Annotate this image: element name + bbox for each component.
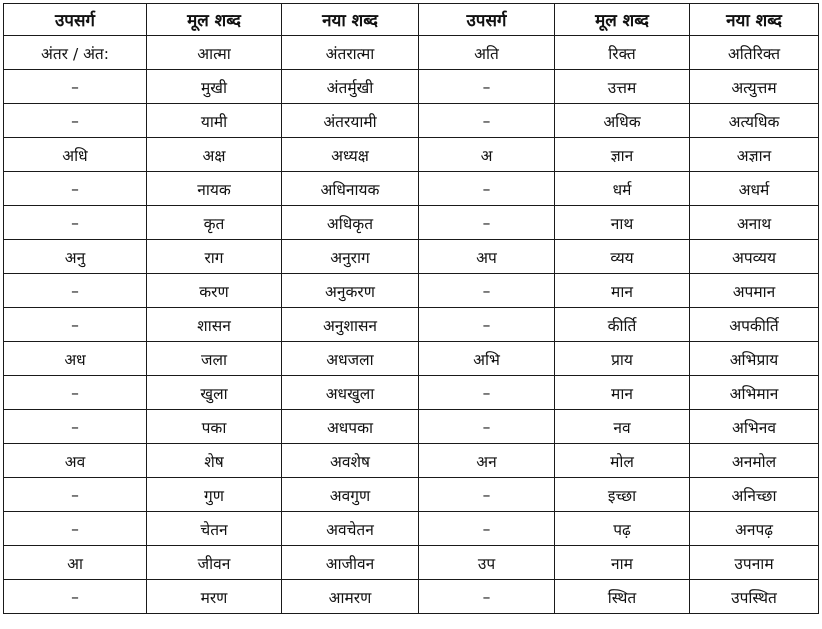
table-row (4, 138, 819, 172)
header-new-word-right: नया शब्द (690, 4, 819, 36)
prefix-word-table (3, 3, 819, 614)
new-word-right-cell: अभिमान (690, 376, 819, 410)
new-word-right-cell: अनमोल (690, 444, 819, 478)
table-row (4, 274, 819, 308)
new-word-left-cell: अधिनायक (282, 172, 419, 206)
table-row (4, 308, 819, 342)
new-word-left-cell: अनुकरण (282, 274, 419, 308)
prefix-left-cell: – (4, 206, 147, 240)
new-word-left-cell: अधजला (282, 342, 419, 376)
prefix-left-cell: – (4, 104, 147, 138)
prefix-right-cell: – (419, 172, 555, 206)
new-word-right-cell: अज्ञान (690, 138, 819, 172)
prefix-right-cell: – (419, 478, 555, 512)
prefix-right-cell: – (419, 410, 555, 444)
header-new-word-left: नया शब्द (282, 4, 419, 36)
root-word-left-cell: नायक (147, 172, 282, 206)
new-word-right-cell: अभिनव (690, 410, 819, 444)
prefix-right-cell: अति (419, 36, 555, 70)
prefix-right-cell: अभि (419, 342, 555, 376)
prefix-left-cell: अधि (4, 138, 147, 172)
root-word-left-cell: यामी (147, 104, 282, 138)
new-word-left-cell: अवचेतन (282, 512, 419, 546)
table-row (4, 240, 819, 274)
prefix-left-cell: – (4, 172, 147, 206)
new-word-right-cell: अत्यधिक (690, 104, 819, 138)
prefix-right-cell: – (419, 580, 555, 614)
prefix-left-cell: अव (4, 444, 147, 478)
new-word-right-cell: उपस्थित (690, 580, 819, 614)
prefix-right-cell: – (419, 206, 555, 240)
header-row (4, 4, 819, 36)
root-word-left-cell: करण (147, 274, 282, 308)
table-row (4, 478, 819, 512)
prefix-right-cell: – (419, 104, 555, 138)
new-word-right-cell: अपव्यय (690, 240, 819, 274)
new-word-left-cell: अनुराग (282, 240, 419, 274)
prefix-left-cell: – (4, 308, 147, 342)
table-row (4, 172, 819, 206)
new-word-left-cell: अंतरयामी (282, 104, 419, 138)
table-row (4, 546, 819, 580)
root-word-left-cell: गुण (147, 478, 282, 512)
prefix-right-cell: अन (419, 444, 555, 478)
prefix-left-cell: – (4, 274, 147, 308)
root-word-left-cell: मुखी (147, 70, 282, 104)
new-word-right-cell: उपनाम (690, 546, 819, 580)
new-word-left-cell: अनुशासन (282, 308, 419, 342)
new-word-left-cell: अंतर्मुखी (282, 70, 419, 104)
table-row (4, 70, 819, 104)
table-header (4, 4, 819, 36)
root-word-right-cell: ज्ञान (555, 138, 690, 172)
table-row (4, 36, 819, 70)
prefix-left-cell: अंतर / अंत: (4, 36, 147, 70)
new-word-right-cell: अपकीर्ति (690, 308, 819, 342)
new-word-left-cell: अधखुला (282, 376, 419, 410)
root-word-right-cell: उत्तम (555, 70, 690, 104)
prefix-left-cell: – (4, 478, 147, 512)
table-row (4, 410, 819, 444)
header-prefix-left: उपसर्ग (4, 4, 147, 36)
table-row (4, 342, 819, 376)
prefix-right-cell: – (419, 308, 555, 342)
table-row (4, 512, 819, 546)
table-row (4, 104, 819, 138)
prefix-right-cell: – (419, 70, 555, 104)
prefix-left-cell: – (4, 512, 147, 546)
new-word-left-cell: अंतरात्मा (282, 36, 419, 70)
root-word-left-cell: शेष (147, 444, 282, 478)
new-word-right-cell: अत्युत्तम (690, 70, 819, 104)
prefix-left-cell: – (4, 70, 147, 104)
root-word-left-cell: चेतन (147, 512, 282, 546)
root-word-left-cell: जला (147, 342, 282, 376)
root-word-right-cell: इच्छा (555, 478, 690, 512)
new-word-right-cell: अनिच्छा (690, 478, 819, 512)
root-word-right-cell: पढ़ (555, 512, 690, 546)
root-word-right-cell: नव (555, 410, 690, 444)
root-word-left-cell: पका (147, 410, 282, 444)
root-word-left-cell: राग (147, 240, 282, 274)
prefix-right-cell: अ (419, 138, 555, 172)
header-root-word-left: मूल शब्द (147, 4, 282, 36)
root-word-right-cell: व्यय (555, 240, 690, 274)
new-word-left-cell: आमरण (282, 580, 419, 614)
root-word-right-cell: नाम (555, 546, 690, 580)
prefix-left-cell: आ (4, 546, 147, 580)
table-row (4, 376, 819, 410)
root-word-right-cell: धर्म (555, 172, 690, 206)
prefix-right-cell: अप (419, 240, 555, 274)
new-word-left-cell: अधिकृत (282, 206, 419, 240)
new-word-left-cell: अवशेष (282, 444, 419, 478)
prefix-right-cell: – (419, 274, 555, 308)
table-row (4, 206, 819, 240)
new-word-right-cell: अनाथ (690, 206, 819, 240)
root-word-left-cell: जीवन (147, 546, 282, 580)
root-word-right-cell: स्थित (555, 580, 690, 614)
prefix-right-cell: – (419, 512, 555, 546)
root-word-left-cell: मरण (147, 580, 282, 614)
root-word-left-cell: कृत (147, 206, 282, 240)
root-word-right-cell: नाथ (555, 206, 690, 240)
prefix-right-cell: उप (419, 546, 555, 580)
root-word-right-cell: मोल (555, 444, 690, 478)
header-prefix-right: उपसर्ग (419, 4, 555, 36)
new-word-left-cell: अवगुण (282, 478, 419, 512)
new-word-right-cell: अभिप्राय (690, 342, 819, 376)
root-word-right-cell: कीर्ति (555, 308, 690, 342)
new-word-right-cell: अधर्म (690, 172, 819, 206)
root-word-right-cell: रिक्त (555, 36, 690, 70)
new-word-right-cell: अनपढ़ (690, 512, 819, 546)
prefix-left-cell: – (4, 376, 147, 410)
root-word-left-cell: खुला (147, 376, 282, 410)
prefix-left-cell: अनु (4, 240, 147, 274)
new-word-left-cell: आजीवन (282, 546, 419, 580)
prefix-left-cell: – (4, 580, 147, 614)
table-body (4, 36, 819, 614)
new-word-left-cell: अध्यक्ष (282, 138, 419, 172)
table-row (4, 580, 819, 614)
root-word-left-cell: आत्मा (147, 36, 282, 70)
header-root-word-right: मूल शब्द (555, 4, 690, 36)
root-word-left-cell: अक्ष (147, 138, 282, 172)
new-word-right-cell: अतिरिक्त (690, 36, 819, 70)
root-word-left-cell: शासन (147, 308, 282, 342)
root-word-right-cell: प्राय (555, 342, 690, 376)
prefix-left-cell: – (4, 410, 147, 444)
root-word-right-cell: मान (555, 274, 690, 308)
prefix-left-cell: अध (4, 342, 147, 376)
root-word-right-cell: मान (555, 376, 690, 410)
root-word-right-cell: अधिक (555, 104, 690, 138)
prefix-right-cell: – (419, 376, 555, 410)
table-row (4, 444, 819, 478)
new-word-right-cell: अपमान (690, 274, 819, 308)
new-word-left-cell: अधपका (282, 410, 419, 444)
